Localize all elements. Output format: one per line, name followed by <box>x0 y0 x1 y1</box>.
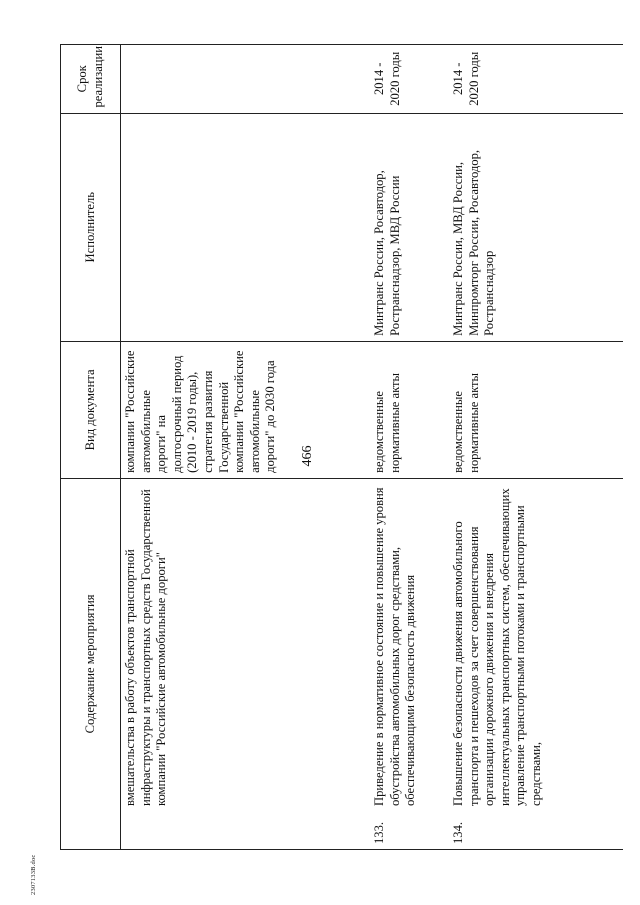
row-executor: Минтранс России, Росавтодор, Ространснадзор, МВД России <box>370 113 449 341</box>
rotated-table <box>60 44 605 850</box>
footer-filename: 2307133В.doc <box>30 854 37 895</box>
table-row <box>370 45 449 850</box>
row-executor: Минтранс России, МВД России, Минпромторг России, Росавтодор, Ространснадзор <box>449 113 623 341</box>
row-term <box>121 45 371 114</box>
table-row <box>449 45 623 850</box>
row-doc-type: компании "Российские автомобильные дороги" на долгосрочный период (2010 - 2019 годы), стратегия развития Государственной компании "Российские автомобильные дороги" до 2030 года <box>121 341 371 478</box>
row-executor <box>121 113 371 341</box>
row-number: 134. <box>451 821 465 844</box>
table-row <box>121 45 371 850</box>
row-number <box>123 814 170 844</box>
row-term: 2014 - 2020 годы <box>370 45 449 114</box>
row-content: вмешательства в работу объектов транспортной инфраструктуры и транспортных средств Государственной компании "Российские автомобильные дороги" <box>123 489 169 806</box>
header-content: Содержание мероприятия <box>61 478 121 849</box>
page-number: 466 <box>300 445 315 467</box>
row-content: Приведение в нормативное состояние и повышение уровня обустройства автомобильных дорог средствами, обеспечивающими безопасность движения <box>372 487 418 806</box>
row-term: 2014 - 2020 годы <box>449 45 623 114</box>
row-content: Повышение безопасности движения автомобильного транспорта и пешеходов за счет совершенствования организации дорожного движения и внедрения интеллектуальных транспортных систем, обеспечивающих управление транспортными потоками и транспортными средствами, <box>451 488 543 806</box>
row-doc-type: ведомственные нормативные акты <box>449 341 623 478</box>
table-header-row <box>61 45 121 850</box>
header-doc-type: Вид документа <box>61 341 121 478</box>
row-content-cell <box>121 478 371 849</box>
row-number: 133. <box>372 821 386 844</box>
measures-table <box>60 44 623 850</box>
header-term: Срок реализации <box>61 45 121 114</box>
row-doc-type: ведомственные нормативные акты <box>370 341 449 478</box>
header-executor: Исполнитель <box>61 113 121 341</box>
row-content-cell <box>370 478 449 849</box>
row-content-cell <box>449 478 623 849</box>
